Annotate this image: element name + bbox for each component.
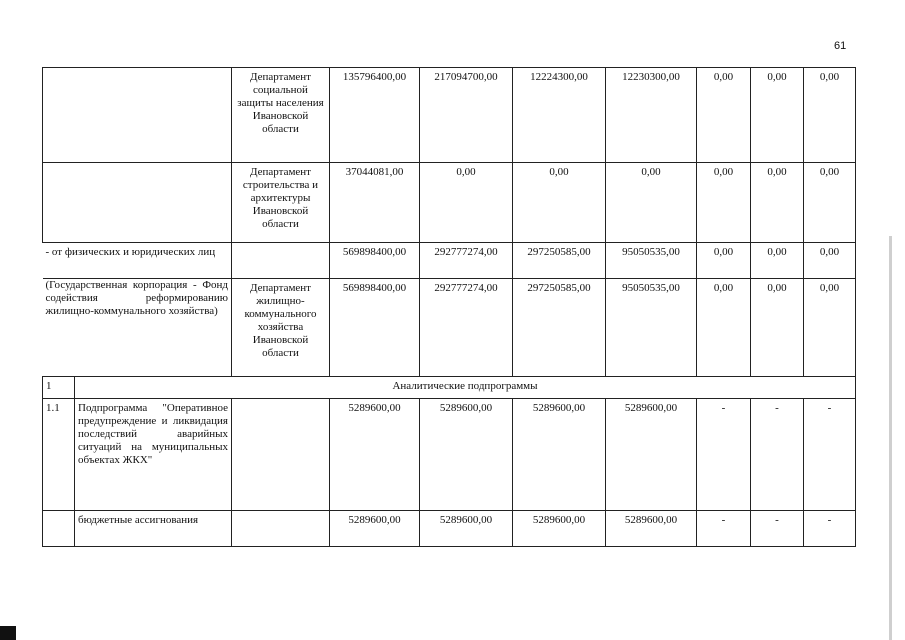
value-cell: 0,00 (804, 279, 856, 377)
value-cell: 0,00 (804, 163, 856, 243)
label-cell: - от физических и юридических лиц (43, 243, 232, 279)
value-cell: 297250585,00 (513, 279, 606, 377)
scan-corner-mark (0, 626, 16, 640)
value-cell: 292777274,00 (420, 279, 513, 377)
value-cell: 5289600,00 (330, 511, 420, 547)
value-cell: 95050535,00 (606, 243, 697, 279)
value-cell: 0,00 (751, 68, 804, 163)
value-cell: 0,00 (751, 163, 804, 243)
value-cell: 5289600,00 (420, 511, 513, 547)
value-cell: 5289600,00 (330, 399, 420, 511)
label-cell: (Государственная корпорация - Фонд содействия реформированию жилищно-коммунального хозяйства) (43, 279, 232, 377)
table-row-fund (43, 279, 856, 377)
value-cell: 5289600,00 (606, 511, 697, 547)
value-cell: 37044081,00 (330, 163, 420, 243)
value-cell: - (804, 399, 856, 511)
value-cell: 0,00 (804, 243, 856, 279)
table-row-dept-social (43, 68, 856, 163)
value-cell: 0,00 (513, 163, 606, 243)
value-cell: 0,00 (697, 279, 751, 377)
table-row-subprogram (43, 399, 856, 511)
empty-cell (43, 68, 232, 163)
page-number: 61 (834, 40, 847, 52)
table-row-section (43, 377, 856, 399)
value-cell: 0,00 (420, 163, 513, 243)
dept-cell-empty (232, 511, 330, 547)
section-number: 1 (43, 377, 75, 399)
dept-cell: Департамент жилищно-коммунального хозяйства Ивановской области (232, 279, 330, 377)
value-cell: 0,00 (697, 163, 751, 243)
dept-cell: Департамент строительства и архитектуры Ивановской области (232, 163, 330, 243)
value-cell: - (697, 511, 751, 547)
value-cell: 5289600,00 (420, 399, 513, 511)
value-cell: 0,00 (697, 243, 751, 279)
label-cell: бюджетные ассигнования (75, 511, 232, 547)
value-cell: 569898400,00 (330, 243, 420, 279)
value-cell: 569898400,00 (330, 279, 420, 377)
value-cell: - (697, 399, 751, 511)
empty-cell (43, 163, 232, 243)
value-cell: 292777274,00 (420, 243, 513, 279)
table-row-budget (43, 511, 856, 547)
value-cell: 297250585,00 (513, 243, 606, 279)
table-row-individuals (43, 243, 856, 279)
value-cell: 5289600,00 (513, 399, 606, 511)
value-cell: - (751, 399, 804, 511)
value-cell: - (751, 511, 804, 547)
table-row-dept-construction (43, 163, 856, 243)
value-cell: 0,00 (804, 68, 856, 163)
value-cell: 0,00 (751, 243, 804, 279)
value-cell: 5289600,00 (606, 399, 697, 511)
value-cell: 5289600,00 (513, 511, 606, 547)
subprogram-number: 1.1 (43, 399, 75, 511)
budget-table (42, 67, 856, 547)
value-cell: 12230300,00 (606, 68, 697, 163)
value-cell: 12224300,00 (513, 68, 606, 163)
value-cell: 0,00 (751, 279, 804, 377)
dept-cell-empty (232, 243, 330, 279)
value-cell: 217094700,00 (420, 68, 513, 163)
scan-edge-shadow (889, 236, 892, 640)
value-cell: 0,00 (606, 163, 697, 243)
label-cell: Подпрограмма "Оперативное предупреждение и ликвидация последствий аварийных ситуаций на муниципальных объектах ЖКХ" (75, 399, 232, 511)
empty-cell (43, 511, 75, 547)
value-cell: 0,00 (697, 68, 751, 163)
dept-cell: Департамент социальной защиты населения Ивановской области (232, 68, 330, 163)
section-title: Аналитические подпрограммы (75, 377, 856, 399)
value-cell: 135796400,00 (330, 68, 420, 163)
value-cell: - (804, 511, 856, 547)
value-cell: 95050535,00 (606, 279, 697, 377)
dept-cell-empty (232, 399, 330, 511)
